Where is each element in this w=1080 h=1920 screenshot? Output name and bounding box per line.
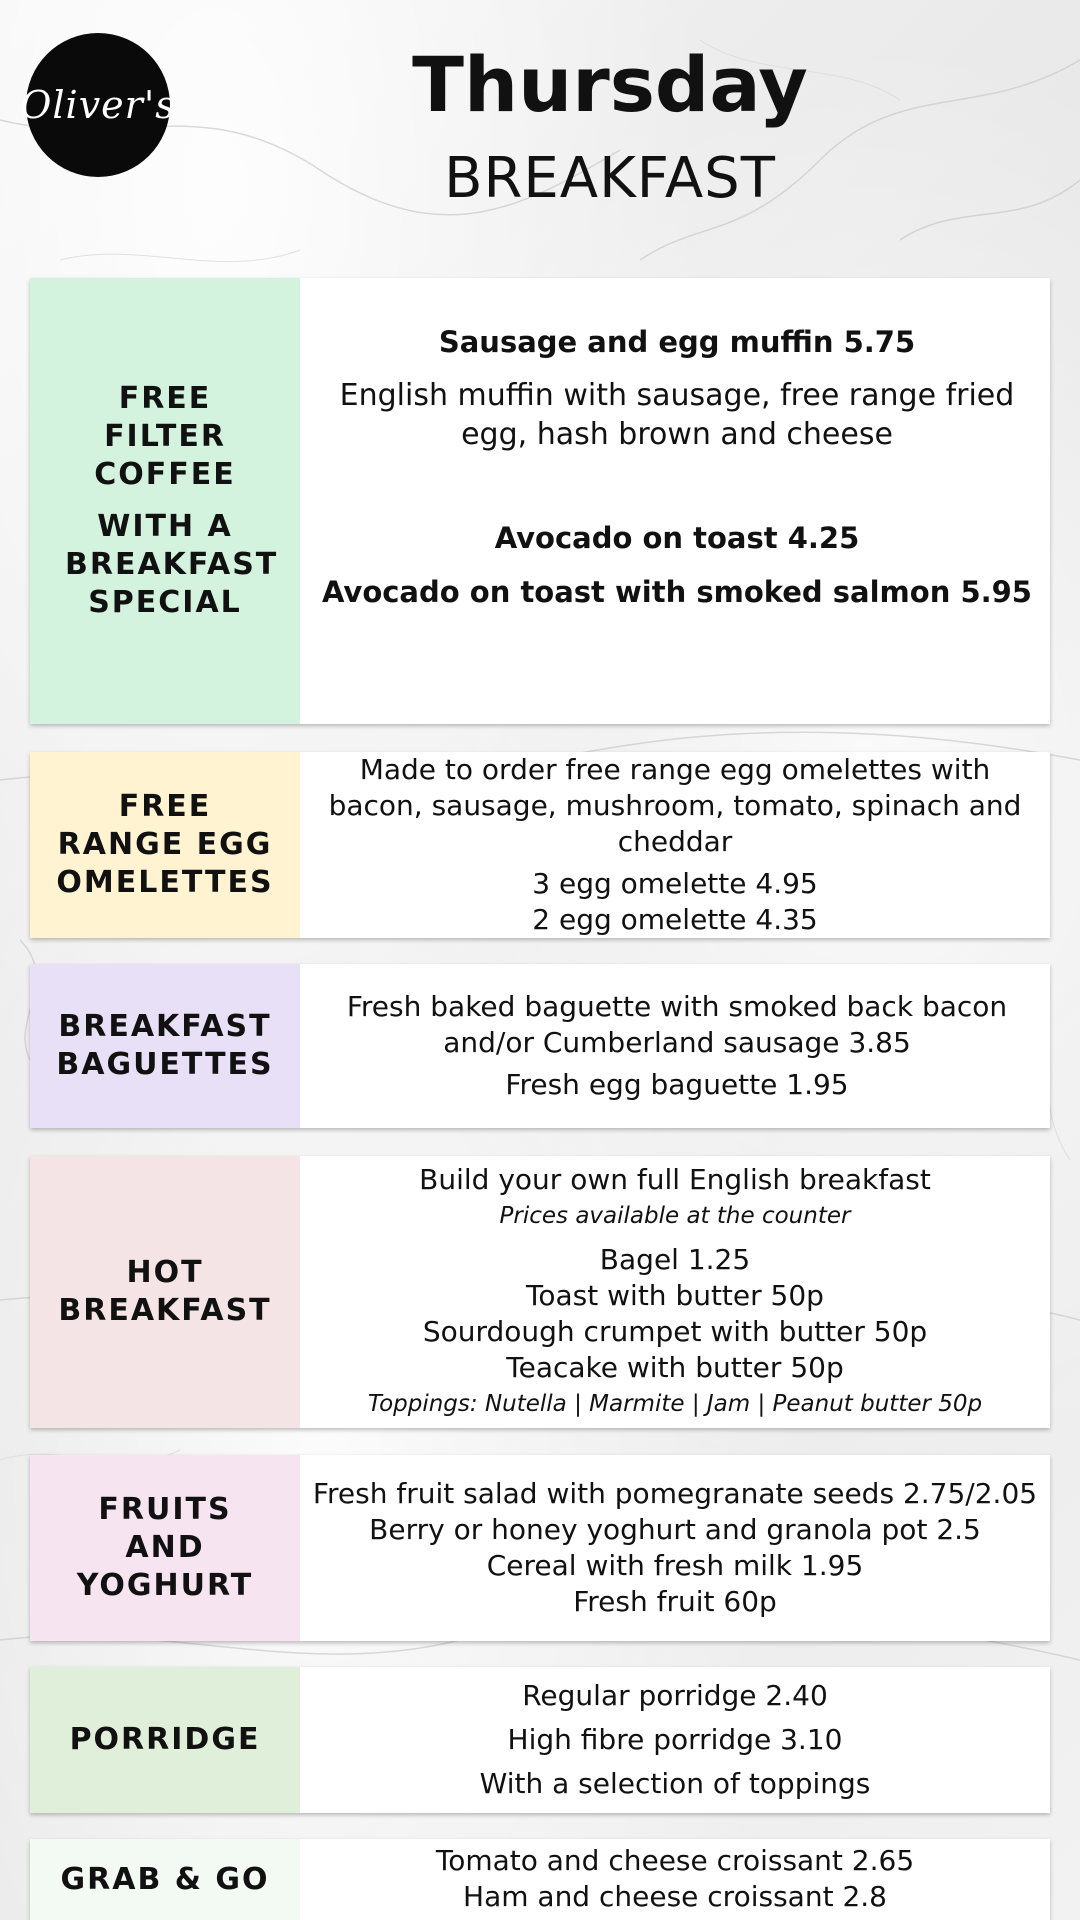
section-content [300,752,1050,938]
menu-item: Fresh fruit salad with pomegranate seeds 2.75/2.05 [312,1477,1038,1510]
menu-item: Cereal with fresh milk 1.95 [486,1549,864,1582]
menu-item: Berry or honey yoghurt and granola pot 2.5 [369,1513,981,1546]
special-label-line-1: FREE FILTER COFFEE [94,381,236,492]
section-breakfast-special [30,278,1050,724]
section-content [300,1839,1050,1915]
menu-item-description: English muffin with sausage, free range fried egg, hash brown and cheese [339,378,1015,452]
menu-item: Sausage and egg muffin 5.75 [438,325,916,359]
menu-item: Sourdough crumpet with butter 50p [422,1315,928,1348]
section-content [300,1156,1050,1428]
menu-item: Teacake with butter 50p [506,1351,844,1384]
menu-note: Toppings: Nutella | Marmite | Jam | Peanut butter 50p [367,1391,983,1417]
section-label: FRUITS AND YOGHURT [30,1455,300,1641]
section-label: HOT BREAKFAST [30,1156,300,1428]
menu-item: 2 egg omelette 4.35 [532,903,818,936]
menu-item: Fresh fruit 60p [573,1585,777,1618]
menu-item: Toast with butter 50p [526,1279,824,1312]
menu-item: High fibre porridge 3.10 [507,1723,843,1756]
section-porridge [30,1667,1050,1813]
section-label: BREAKFAST BAGUETTES [30,964,300,1128]
special-label-line-2: WITH A BREAKFAST SPECIAL [65,509,279,620]
page-subtitle: BREAKFAST [444,146,776,211]
menu-item: Fresh baked baguette with smoked back bacon and/or Cumberland sausage 3.85 [346,990,1008,1059]
menu-item: Regular porridge 2.40 [522,1679,828,1712]
section-omelettes [30,752,1050,938]
page-title: Thursday [412,40,808,129]
menu-item: Fresh egg baguette 1.95 [505,1068,849,1101]
menu-item: Build your own full English breakfast [419,1163,931,1196]
menu-item: With a selection of toppings [479,1767,871,1800]
menu-item: Avocado on toast with smoked salmon 5.95 [322,575,1032,609]
menu-item: Bagel 1.25 [599,1243,751,1276]
menu-note: Prices available at the counter [499,1203,851,1229]
section-label: GRAB & GO [30,1839,300,1920]
oliver-logo [20,33,176,177]
menu-item: Ham and cheese croissant 2.8 [463,1880,887,1913]
section-hot-breakfast [30,1156,1050,1428]
menu-item: Avocado on toast 4.25 [494,521,860,555]
logo-text: Oliver's [20,83,176,127]
section-label: PORRIDGE [30,1667,300,1813]
section-label [30,278,300,724]
menu-item: Tomato and cheese croissant 2.65 [435,1844,915,1877]
section-content [300,1455,1050,1641]
section-grab-go [30,1839,1050,1920]
section-fruits-yoghurt [30,1455,1050,1641]
menu-item-description: Made to order free range egg omelettes with bacon, sausage, mushroom, tomato, spinach and cheddar [328,753,1022,858]
menu-item: 3 egg omelette 4.95 [532,867,818,900]
section-label: FREE RANGE EGG OMELETTES [30,752,300,938]
section-content [300,1667,1050,1813]
section-content [300,964,1054,1128]
section-baguettes [30,964,1050,1128]
section-content [300,278,1054,724]
